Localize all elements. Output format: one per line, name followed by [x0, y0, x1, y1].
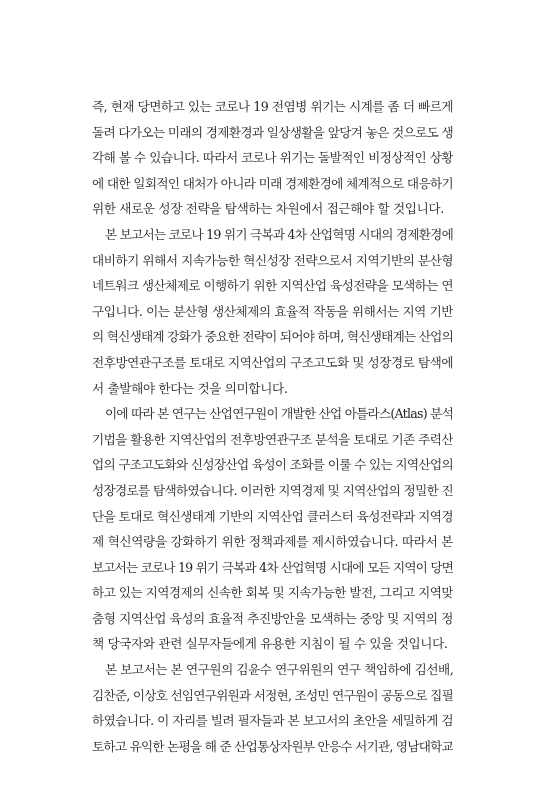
text-line: 대비하기 위해서 지속가능한 혁신성장 전략으로서 지역기반의 분산형 — [92, 252, 453, 268]
text-line: 전후방연관구조를 토대로 지역산업의 구조고도화 및 성장경로 탐색에 — [92, 354, 453, 370]
text-line: 본 보고서는 코로나 19 위기 극복과 4차 산업혁명 시대의 경제환경에 — [105, 226, 453, 242]
text-line: 제 혁신역량을 강화하기 위한 정책과제를 제시하였습니다. 따라서 본 — [92, 534, 453, 550]
paragraph — [92, 657, 453, 759]
text-line: 본 보고서는 본 연구원의 김윤수 연구위원의 연구 책임하에 김선배, — [105, 662, 453, 678]
text-line: 의 혁신생태계 강화가 중요한 전략이 되어야 하며, 혁신생태계는 산업의 — [92, 329, 453, 345]
text-line: 위한 새로운 성장 전략을 탐색하는 차원에서 접근해야 할 것입니다. — [92, 201, 444, 217]
paragraph — [92, 401, 453, 657]
text-line: 보고서는 코로나 19 위기 극복과 4차 산업혁명 시대에 모든 지역이 당면 — [92, 559, 453, 575]
text-line: 김찬준, 이상호 선임연구위원과 서정현, 조성민 연구원이 공동으로 집필 — [92, 687, 453, 703]
text-line: 하였습니다. 이 자리를 빌려 필자들과 본 보고서의 초안을 세밀하게 검 — [92, 713, 453, 729]
body-text — [92, 94, 453, 759]
text-line: 춤형 지역산업 육성의 효율적 추진방안을 모색하는 중앙 및 지역의 정 — [92, 610, 453, 626]
text-line: 단을 토대로 혁신생태계 기반의 지역산업 클러스터 육성전략과 지역경 — [92, 508, 453, 524]
text-line: 이에 따라 본 연구는 산업연구원이 개발한 산업 아틀라스(Atlas) 분석 — [105, 406, 453, 422]
text-line: 네트워크 생산체제로 이행하기 위한 지역산업 육성전략을 모색하는 연 — [92, 278, 453, 294]
text-line: 돌려 다가오는 미래의 경제환경과 일상생활을 앞당겨 놓은 것으로도 생 — [92, 124, 453, 140]
text-line: 토하고 유익한 논평을 해 준 산업통상자원부 안응수 서기관, 영남대학교 — [92, 738, 453, 754]
paragraph — [92, 94, 453, 222]
text-line: 서 출발해야 한다는 것을 의미합니다. — [92, 380, 288, 396]
text-line: 각해 볼 수 있습니다. 따라서 코로나 위기는 돌발적인 비정상적인 상황 — [92, 150, 453, 166]
text-line: 성장경로를 탐색하였습니다. 이러한 지역경제 및 지역산업의 정밀한 진 — [92, 482, 453, 498]
text-line: 하고 있는 지역경제의 신속한 회복 및 지속가능한 발전, 그리고 지역맞 — [92, 585, 453, 601]
text-line: 즉, 현재 당면하고 있는 코로나 19 전염병 위기는 시계를 좀 더 빠르게 — [92, 99, 453, 114]
text-line: 책 당국자와 관련 실무자들에게 유용한 지침이 될 수 있을 것입니다. — [92, 636, 448, 652]
text-line: 업의 구조고도화와 신성장산업 육성이 조화를 이룰 수 있는 지역산업의 — [92, 457, 453, 473]
paragraph — [92, 222, 453, 401]
text-line: 기법을 활용한 지역산업의 전후방연관구조 분석을 토대로 기존 주력산 — [92, 431, 453, 447]
text-line: 구입니다. 이는 분산형 생산체제의 효율적 작동을 위해서는 지역 기반 — [92, 303, 453, 319]
text-line: 에 대한 일회적인 대처가 아니라 미래 경제환경에 체계적으로 대응하기 — [92, 175, 453, 191]
